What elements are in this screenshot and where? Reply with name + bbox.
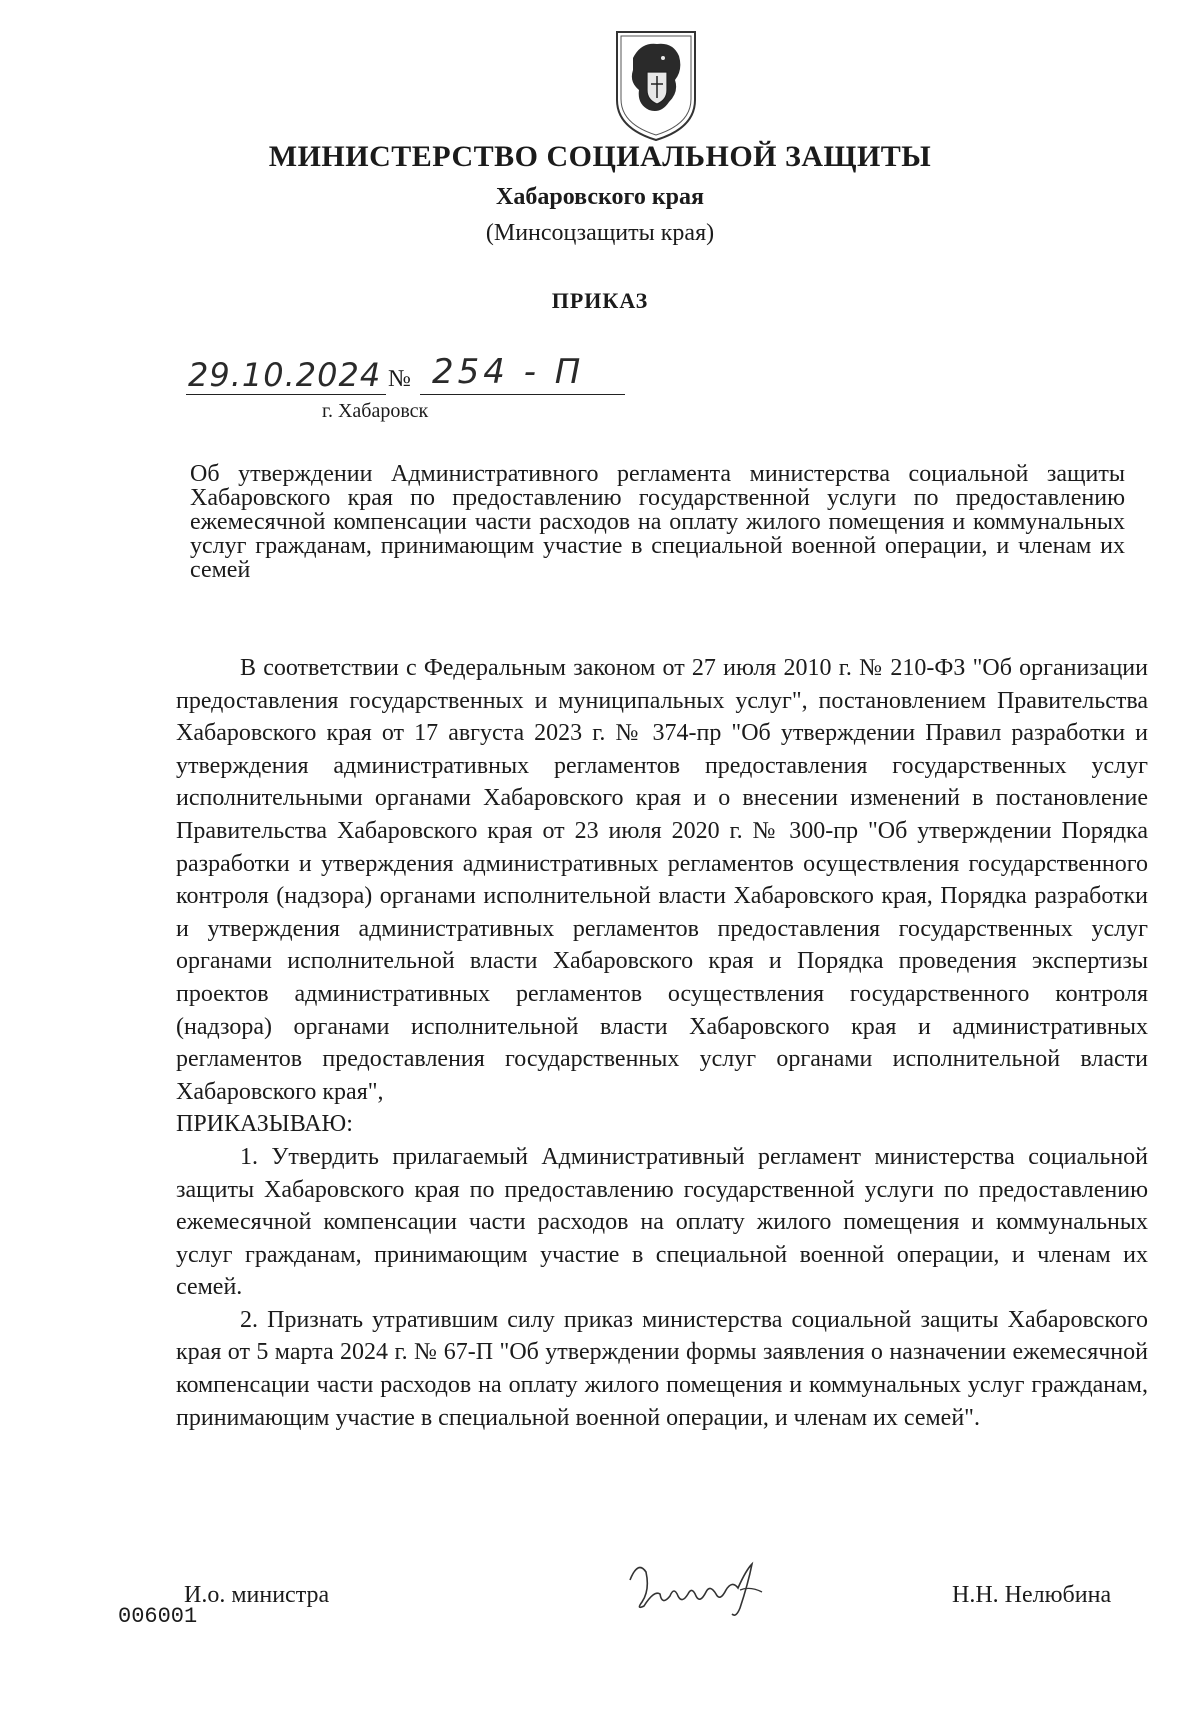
order-item-1: 1. Утвердить прилагаемый Административный регламент министерства социальной защиты Хабаровского края по предоставлению государственной услуги по предоставлению ежемесячной компенсации части расходов на оплату жилого помещения и коммунальных услуг гражданам, принимающим участие в специальной военной операции, и членам их семей. xyxy=(176,1143,1148,1301)
coat-of-arms-icon xyxy=(613,28,699,144)
preamble-paragraph: В соответствии с Федеральным законом от 27 июля 2010 г. № 210-ФЗ "Об организации предоставления государственных и муниципальных услуг", постановлением Правительства Хабаровского края от 17 августа 2023 г. № 374-пр "Об утверждении Правил разработки и утверждения административных регламентов предоставления государственных услуг исполнительными органами Хабаровского края и о внесении изменений в постановление Правительства Хабаровского края от 23 июля 2020 г. № 300-пр "Об утверждении Порядка разработки и утверждения административных регламентов осуществления государственного контроля (надзора) органами исполнительной власти Хабаровского края, Порядка разработки и утверждения административных регламентов предоставления государственных услуг органами исполнительной власти Хабаровского края и Порядка проведения экспертизы проектов административных регламентов осуществления государственного контроля (надзора) органами исполнительной власти Хабаровского края и административных регламентов предоставления государственных услуг органами исполнительной власти Хабаровского края", xyxy=(176,655,1148,1105)
document-type: ПРИКАЗ xyxy=(551,288,649,313)
signatory-role: И.о. министра xyxy=(184,1582,330,1608)
document-number: 254 - П xyxy=(432,352,585,392)
document-subject: Об утверждении Административного регламента министерства социальной защиты Хабаровского края по предоставлению государственной услуги по предоставлению ежемесячной компенсации части расходов на оплату жилого помещения и коммунальных услуг гражданам, принимающим участие в специальной военной операции, и членам их семей xyxy=(190,461,1125,583)
ministry-region: Хабаровского края xyxy=(496,184,704,210)
document-city: г. Хабаровск xyxy=(322,400,429,422)
order-word: ПРИКАЗЫВАЮ: xyxy=(176,1111,353,1138)
ministry-short-name: (Минсоцзащиты края) xyxy=(485,220,715,246)
order-item-2: 2. Признать утратившим силу приказ министерства социальной защиты Хабаровского края от 5 марта 2024 г. № 67-П "Об утверждении формы заявления о назначении ежемесячной компенсации части расходов на оплату жилого помещения и коммунальных услуг гражданам, принимающим участие в специальной военной операции, и членам их семей". xyxy=(176,1306,1148,1431)
document-date: 29.10.2024 xyxy=(188,356,382,394)
signatory-name: Н.Н. Нелюбина xyxy=(952,1582,1112,1608)
document-body xyxy=(176,652,1148,1434)
handwritten-signature-icon xyxy=(620,1550,780,1620)
document-code: 006001 xyxy=(118,1604,198,1629)
number-sign: № xyxy=(388,366,411,392)
ministry-title: МИНИСТЕРСТВО СОЦИАЛЬНОЙ ЗАЩИТЫ xyxy=(268,140,932,173)
